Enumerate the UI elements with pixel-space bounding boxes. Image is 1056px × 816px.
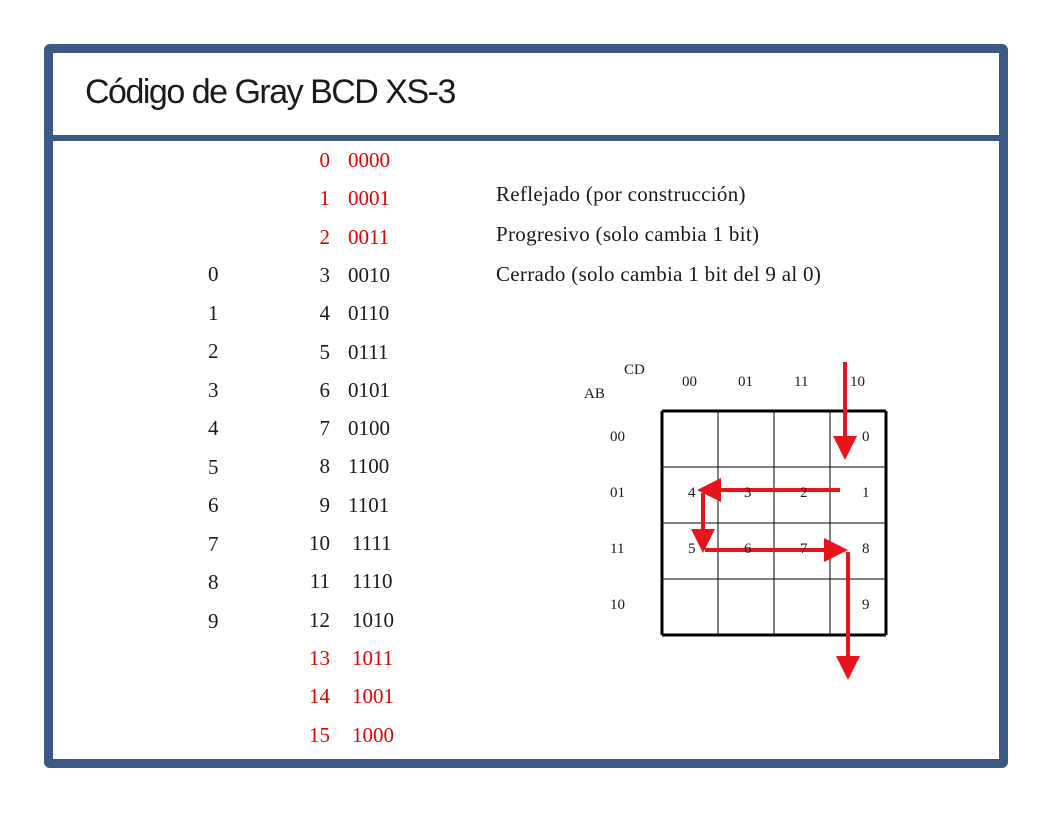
slide-frame (44, 44, 1008, 768)
kmap-cell-value: 1 (862, 485, 870, 501)
kmap-row-header: 10 (610, 597, 625, 613)
gray-decimal-value: 4 (319, 301, 330, 326)
kmap-col-header: 01 (738, 374, 753, 390)
kmap-row-variable: AB (584, 386, 605, 402)
gray-code-value: 0000 (348, 148, 390, 172)
kmap-col-variable: CD (624, 362, 645, 378)
kmap-cell-value: 6 (744, 541, 752, 557)
decimal-index-item: 8 (208, 570, 219, 594)
decimal-index-item: 6 (208, 493, 219, 517)
gray-decimal-value: 11 (309, 569, 330, 594)
gray-decimal-value: 5 (319, 339, 330, 364)
decimal-index-item: 7 (208, 531, 219, 556)
gray-code-value: 0111 (348, 339, 389, 364)
kmap-cell-value: 3 (744, 485, 752, 501)
kmap-row-header: 11 (610, 541, 625, 557)
gray-code-value: 1111 (352, 531, 392, 555)
kmap-cell-value: 9 (862, 597, 870, 613)
gray-decimal-value: 9 (319, 492, 330, 517)
gray-code-value: 1011 (352, 645, 394, 670)
decimal-index-item: 0 (208, 262, 219, 286)
gray-decimal-value: 6 (319, 377, 330, 402)
title-bar (53, 53, 999, 141)
kmap-cell-value: 8 (862, 541, 870, 557)
gray-code-value: 0110 (348, 301, 390, 326)
property-item: Reflejado (por construcción) (496, 182, 746, 206)
gray-code-value: 0010 (348, 262, 390, 287)
kmap-col-header: 10 (850, 374, 865, 390)
gray-code-value: 1101 (348, 492, 390, 517)
kmap-cell-value: 7 (800, 541, 808, 557)
gray-decimal-value: 3 (319, 262, 330, 287)
decimal-index-item: 3 (208, 377, 219, 402)
kmap-row-header: 00 (610, 429, 625, 445)
gray-decimal-value: 2 (319, 224, 330, 249)
property-item: Progresivo (solo cambia 1 bit) (496, 222, 760, 246)
slide-title: Código de Gray BCD XS-3 (85, 73, 455, 111)
gray-decimal-value: 10 (309, 531, 330, 555)
decimal-index-item: 9 (208, 608, 219, 633)
gray-code-value: 0001 (348, 186, 390, 211)
kmap-col-header: 11 (794, 374, 809, 390)
gray-code-value: 1001 (352, 684, 394, 709)
gray-code-value: 1110 (352, 569, 393, 594)
kmap-row-header: 01 (610, 485, 625, 501)
gray-decimal-value: 0 (319, 148, 330, 172)
kmap-cell-value: 2 (800, 485, 808, 501)
gray-code-value: 1100 (348, 454, 390, 479)
gray-decimal-value: 1 (319, 186, 330, 211)
property-item: Cerrado (solo cambia 1 bit del 9 al 0) (496, 262, 822, 286)
decimal-index-item: 4 (208, 416, 219, 440)
gray-code-value: 1010 (352, 607, 394, 632)
kmap-cell-value: 0 (862, 429, 870, 445)
gray-decimal-value: 12 (309, 607, 330, 632)
decimal-index-item: 1 (208, 300, 219, 325)
gray-decimal-value: 13 (309, 645, 330, 670)
decimal-index-item: 2 (208, 339, 219, 363)
gray-decimal-value: 8 (319, 454, 330, 479)
gray-decimal-value: 15 (309, 722, 330, 747)
gray-decimal-value: 7 (319, 416, 330, 441)
kmap-col-header: 00 (682, 374, 697, 390)
gray-code-value: 1000 (352, 722, 394, 747)
decimal-index-item: 5 (208, 454, 219, 479)
gray-code-value: 0100 (348, 416, 390, 441)
gray-code-value: 0101 (348, 377, 390, 402)
kmap-cell-value: 5 (688, 541, 696, 557)
kmap-cell-value: 4 (688, 485, 696, 501)
gray-decimal-value: 14 (309, 684, 330, 709)
gray-code-value: 0011 (348, 224, 390, 249)
